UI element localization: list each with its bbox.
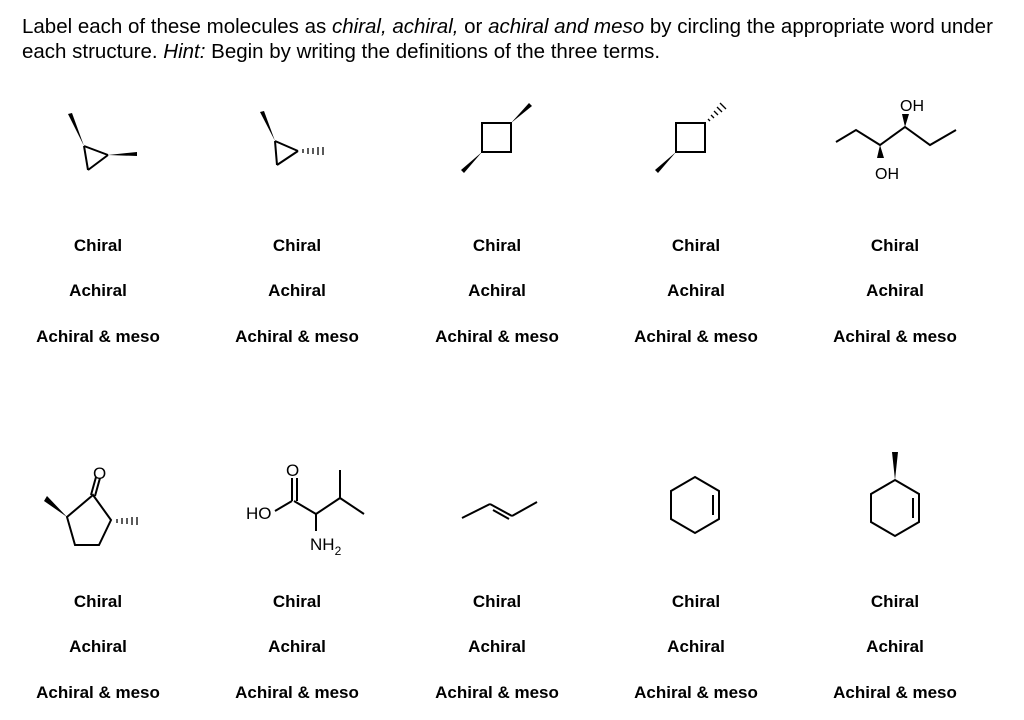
mol2-option-achiral[interactable]: Achiral <box>268 281 326 300</box>
molecule-5-hexanediol <box>830 92 970 187</box>
molecule-2-dimethylcyclopropane-wedge-dash <box>255 105 345 175</box>
instructions-hint-label: Hint: <box>163 40 206 63</box>
mol9-option-achiral[interactable]: Achiral <box>667 637 725 656</box>
mol2-option-chiral[interactable]: Chiral <box>272 236 322 255</box>
mol10-option-achiral-meso[interactable]: Achiral & meso <box>833 683 957 702</box>
mol10-option-achiral[interactable]: Achiral <box>866 637 924 656</box>
mol6-option-chiral[interactable]: Chiral <box>73 592 123 611</box>
hydroxyl-label-top: OH <box>900 98 924 115</box>
molecule-6-dimethylcyclopentanone <box>38 462 148 557</box>
amine-label: $NH_2$ <box>310 535 342 558</box>
mol10-option-chiral[interactable]: Chiral <box>870 592 920 611</box>
mol3-option-chiral[interactable]: Chiral <box>472 236 522 255</box>
molecule-9-cyclohexene <box>660 470 730 550</box>
mol3-option-achiral[interactable]: Achiral <box>468 281 526 300</box>
molecule-1-dimethylcyclopropane-wedge <box>60 105 150 175</box>
mol1-option-achiral[interactable]: Achiral <box>69 281 127 300</box>
instructions-text-3: by circling the appropriate word under each structure. <box>22 15 993 63</box>
mol8-option-achiral-meso[interactable]: Achiral & meso <box>435 683 559 702</box>
mol9-option-chiral[interactable]: Chiral <box>671 592 721 611</box>
molecule-7-amino-acid-valine <box>240 458 380 558</box>
mol6-option-achiral-meso[interactable]: Achiral & meso <box>36 683 160 702</box>
mol8-option-achiral[interactable]: Achiral <box>468 637 526 656</box>
instructions-text-2: or <box>458 15 489 38</box>
instructions-term-achiral-meso: achiral and meso <box>488 15 645 38</box>
instructions-text-1: Label each of these molecules as <box>22 15 332 38</box>
mol9-option-achiral-meso[interactable]: Achiral & meso <box>634 683 758 702</box>
mol5-option-achiral[interactable]: Achiral <box>866 281 924 300</box>
instructions-text-4: Begin by writing the definitions of the three terms. <box>205 40 661 63</box>
molecule-4-dimethylcyclobutane-wedge-dash <box>650 98 740 178</box>
molecule-3-dimethylcyclobutane-wedge <box>455 98 545 178</box>
molecule-8-trans-2-butene <box>455 490 545 530</box>
mol3-option-achiral-meso[interactable]: Achiral & meso <box>435 327 559 346</box>
mol1-option-chiral[interactable]: Chiral <box>73 236 123 255</box>
mol6-option-achiral[interactable]: Achiral <box>69 637 127 656</box>
mol5-option-chiral[interactable]: Chiral <box>870 236 920 255</box>
mol4-option-achiral[interactable]: Achiral <box>667 281 725 300</box>
instructions-term-chiral-achiral: chiral, achiral, <box>331 15 459 38</box>
mol4-option-achiral-meso[interactable]: Achiral & meso <box>634 327 758 346</box>
oxygen-label: O <box>286 461 300 480</box>
mol1-option-achiral-meso[interactable]: Achiral & meso <box>36 327 160 346</box>
mol5-option-achiral-meso[interactable]: Achiral & meso <box>833 327 957 346</box>
carbonyl-oxygen-label: O <box>93 464 107 483</box>
molecule-10-methylcyclohexene <box>860 448 930 548</box>
instructions <box>22 14 1002 64</box>
mol4-option-chiral[interactable]: Chiral <box>671 236 721 255</box>
mol8-option-chiral[interactable]: Chiral <box>472 592 522 611</box>
hydroxyl-label: HO <box>246 504 272 523</box>
hydroxyl-label-bottom: OH <box>875 166 899 183</box>
mol7-option-achiral-meso[interactable]: Achiral & meso <box>235 683 359 702</box>
mol7-option-achiral[interactable]: Achiral <box>268 637 326 656</box>
mol7-option-chiral[interactable]: Chiral <box>272 592 322 611</box>
mol2-option-achiral-meso[interactable]: Achiral & meso <box>235 327 359 346</box>
